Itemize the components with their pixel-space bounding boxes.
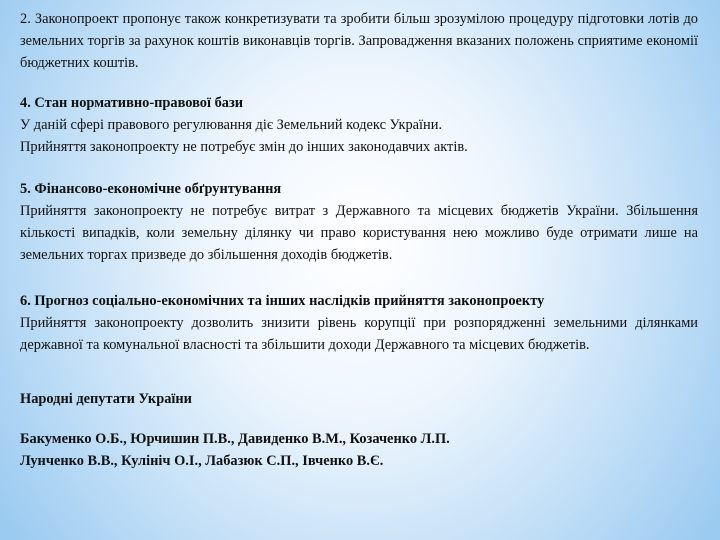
signature-names-line-2: Лунченко В.В., Кулініч О.І., Лабазюк С.П., Івченко В.Є. bbox=[20, 453, 384, 469]
spacer bbox=[20, 410, 698, 428]
section-6-paragraph: Прийняття законопроекту дозволить знизити рівень корупції при розпорядженні земельними ділянками державної та комунальної власності та збільшити доходи Державного та місцевих бюджетів. bbox=[20, 315, 698, 353]
spacer bbox=[20, 74, 698, 92]
document-body bbox=[20, 8, 698, 472]
section-5-paragraph: Прийняття законопроекту не потребує витрат з Державного та місцевих бюджетів України. Збільшення кількості випадків, коли земельну ділянку чи право користування нею можливо буде отримати лише на земельних торгах призведе до збільшення доходів бюджетів. bbox=[20, 203, 698, 263]
spacer bbox=[20, 356, 698, 388]
section-2-paragraph: 2. Законопроект пропонує також конкретизувати та зробити більш зрозумілою процедуру підготовки лотів до земельних торгів за рахунок коштів виконавців торгів. Запровадження вказаних положень сприятиме економії бюджетних коштів. bbox=[20, 11, 698, 71]
signature-names-line-1: Бакуменко О.Б., Юрчишин П.В., Давиденко В.М., Козаченко Л.П. bbox=[20, 431, 450, 447]
section-4-line-2: Прийняття законопроекту не потребує змін до інших законодавчих актів. bbox=[20, 139, 468, 155]
section-4-heading: 4. Стан нормативно-правової бази bbox=[20, 95, 244, 111]
section-4-line-1: У даній сфері правового регулювання діє Земельний кодекс України. bbox=[20, 117, 443, 133]
spacer bbox=[20, 158, 698, 178]
signature-title: Народні депутати України bbox=[20, 391, 192, 407]
section-6-heading: 6. Прогноз соціально-економічних та інших наслідків прийняття законопроекту bbox=[20, 293, 545, 309]
spacer bbox=[20, 266, 698, 290]
section-5-heading: 5. Фінансово-економічне обґрунтування bbox=[20, 181, 282, 197]
